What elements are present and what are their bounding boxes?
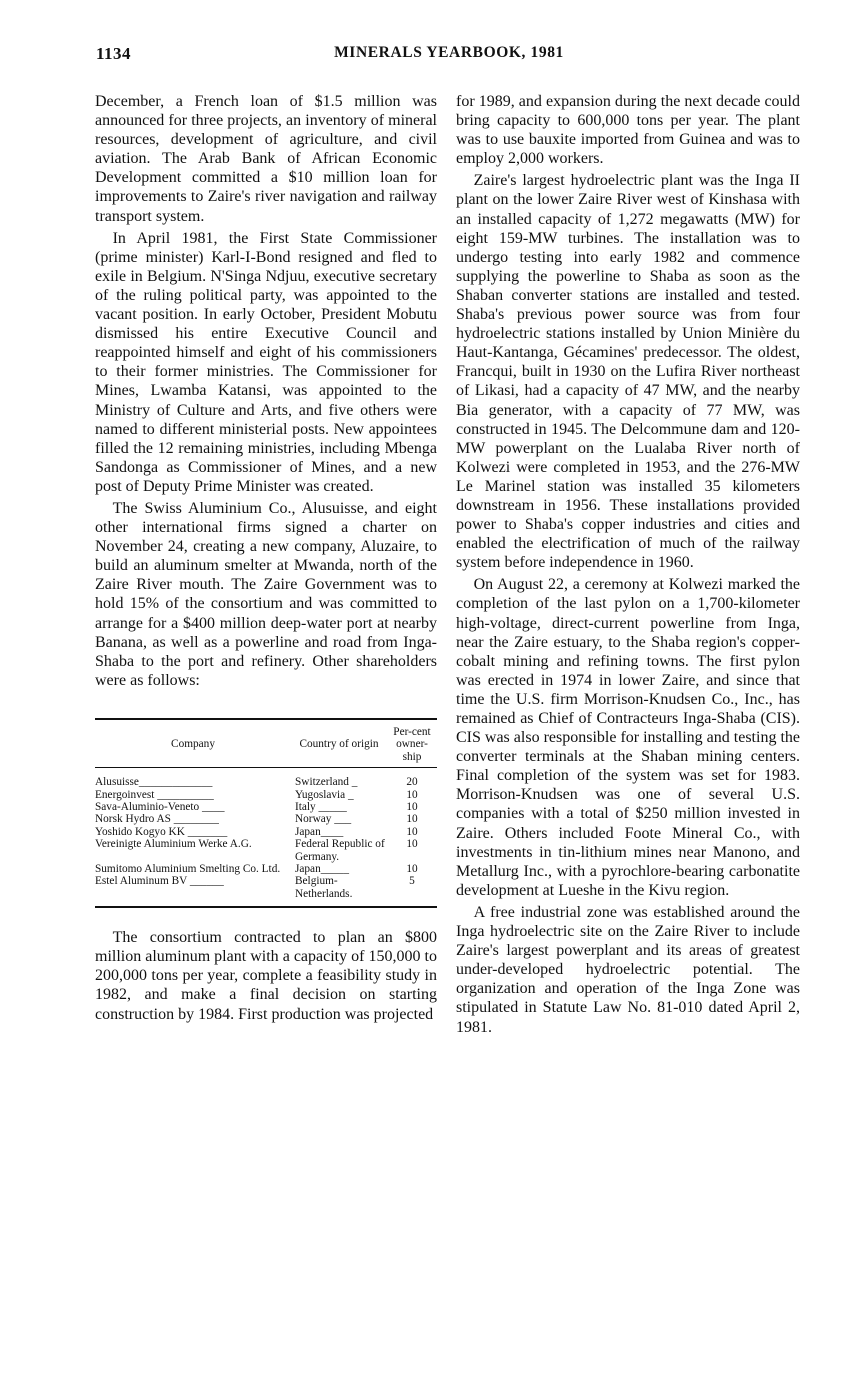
- paragraph: A free industrial zone was established around the Inga hydroelectric site on the Zaire River to include Zaire's largest powerplant and its areas of greatest under-developed hydroelectric potential. The organization and operation of the Inga Zone was stipulated in Statute Law No. 81-010 dated April 2, 1981.: [456, 903, 800, 1036]
- cell-country: Japan____: [295, 825, 344, 838]
- cell-percent: 10: [406, 838, 418, 851]
- table-row: [95, 801, 437, 813]
- cell-percent: 10: [406, 825, 418, 838]
- cell-company: Sava-Aluminio-Veneto ____: [95, 800, 225, 813]
- cell-country: Federal Republic of Germany.: [295, 838, 385, 863]
- cell-percent: 10: [406, 813, 418, 826]
- paragraph: Zaire's largest hydroelectric plant was the Inga II plant on the lower Zaire River west of Kinshasa with an installed capacity of 1,272 megawatts (MW) for eight 159-MW turbines. The installation was to undergo testing into early 1982 and commence supplying the powerline to Shaba as soon as the Shaban converter stations are installed and tested. Shaba's previous power source was from four hydroelectric stations installed by Union Minière du Haut-Kantanga, Gécamines' predecessor. The oldest, Francqui, built in 1930 on the Lufira River northeast of Likasi, had a capacity of 47 MW, and the nearby Bia generator, with a capacity of 77 MW, was constructed in 1945. The Delcommune dam and 120-MW powerplant on the Lualaba River north of Kolwezi were completed in 1953, and the 276-MW Le Marinel station was installed 35 kilometers downstream in 1956. These installations provided power to Shaba's copper industries and cities and enabled the electrification of much of the railway system before independence in 1960.: [456, 172, 800, 572]
- paragraph: for 1989, and expansion during the next decade could bring capacity to 600,000 tons per year. The plant was to use bauxite imported from Guinea and was to employ 2,000 workers.: [456, 93, 800, 168]
- right-column: [456, 92, 800, 1037]
- table-header-row: [95, 720, 437, 768]
- paragraph: December, a French loan of $1.5 million was announced for three projects, an inventory of mineral resources, development of agriculture, and civil aviation. The Arab Bank of African Economic Development committed a $10 million loan for improvements to Zaire's river navigation and railway transport system.: [95, 93, 437, 225]
- cell-percent: 5: [409, 875, 415, 888]
- table-row: [95, 826, 437, 838]
- cell-company: Alusuisse_____________: [95, 776, 213, 789]
- paragraph: In April 1981, the First State Commissioner (prime minister) Karl-I-Bond resigned and fled to exile in Belgium. N'Singa Ndjuu, executive secretary of the ruling political party, was appointed to the vacant position. In early October, President Mobutu dismissed his entire Executive Council and reappointed himself and eight of his commissioners to their former ministries. The Commissioner for Mines, Lwamba Katansi, was appointed to the Ministry of Culture and Arts, and five others were named to different ministerial posts. New appointees filled the 12 remaining ministries, including Mbenga Sandonga as Commissioner of Mines, and a new post of Deputy Prime Minister was created.: [95, 229, 437, 495]
- shareholders-table: [95, 718, 437, 908]
- cell-country: Italy _____: [295, 800, 347, 813]
- paragraph: On August 22, a ceremony at Kolwezi marked the completion of the last pylon on a 1,700-kilometer high-voltage, direct-current powerline from Inga, near the Zaire estuary, to the Shaba region's copper-cobalt mining and refining towns. The first pylon was erected in 1974 in lower Zaire, and since that time the U.S. firm Morrison-Knudsen Co., Inc., has remained as Chief of Contracteurs Inga-Shaba (CIS). CIS was also responsible for installing and testing the converter terminals at the Shaban mining centers. Final completion of the system was set for 1983. Morrison-Knudsen was one of several U.S. companies with a total of $250 million invested in Zaire. Others included Foote Mineral Co., with investments in tin-lithium mines near Manono, and Metallurg Inc., with a pyrochlore-bearing carbonatite development at Lueshe in the Kivu region.: [456, 576, 800, 899]
- cell-company: Norsk Hydro AS ________: [95, 813, 219, 826]
- table-row: [95, 789, 437, 801]
- table-row: [95, 838, 437, 863]
- paragraph: The consortium contracted to plan an $800 million aluminum plant with a capacity of 150,000 to 200,000 tons per year, complete a feasibility study in 1982, and make a final decision on starting construction by 1984. First production was projected: [95, 929, 437, 1023]
- table-row: [95, 863, 437, 875]
- column-header-country: Country of origin: [291, 720, 387, 768]
- cell-percent: 10: [406, 788, 418, 801]
- cell-company: Sumitomo Aluminium Smelting Co. Ltd.: [95, 862, 281, 875]
- cell-country: Belgium-Netherlands.: [295, 875, 353, 900]
- cell-country: Switzerland _: [295, 776, 358, 789]
- cell-country: Norway ___: [295, 813, 352, 826]
- table-row: [95, 875, 437, 900]
- column-header-company: Company: [95, 720, 291, 768]
- cell-percent: 10: [406, 862, 418, 875]
- cell-company: Energoinvest __________: [95, 788, 214, 801]
- paragraph: The Swiss Aluminium Co., Alusuisse, and eight other international firms signed a charter on November 24, creating a new company, Aluzaire, to build an aluminum smelter at Mwanda, north of the Zaire River mouth. The Zaire Government was to hold 15% of the consortium and was committed to arrange for a $400 million deep-water port at nearby Banana, as well as a powerline and road from Inga-Shaba to the port and refinery. Other shareholders were as follows:: [95, 499, 437, 689]
- cell-percent: 10: [406, 800, 418, 813]
- table-row: [95, 768, 437, 789]
- table-row: [95, 813, 437, 825]
- cell-country: Japan_____: [295, 862, 349, 875]
- page-header: [96, 44, 802, 68]
- cell-percent: 20: [406, 776, 418, 789]
- cell-company: Yoshido Kogyo KK _______: [95, 825, 228, 838]
- page-number: 1134: [96, 44, 132, 63]
- column-header-percent: Per-cent owner-ship: [387, 720, 437, 768]
- cell-country: Yugoslavia _: [295, 788, 354, 801]
- cell-company: Estel Aluminum BV ______: [95, 875, 224, 888]
- left-column: [95, 92, 437, 1024]
- cell-company: Vereinigte Aluminium Werke A.G.: [95, 838, 252, 851]
- running-title: MINERALS YEARBOOK, 1981: [334, 44, 564, 61]
